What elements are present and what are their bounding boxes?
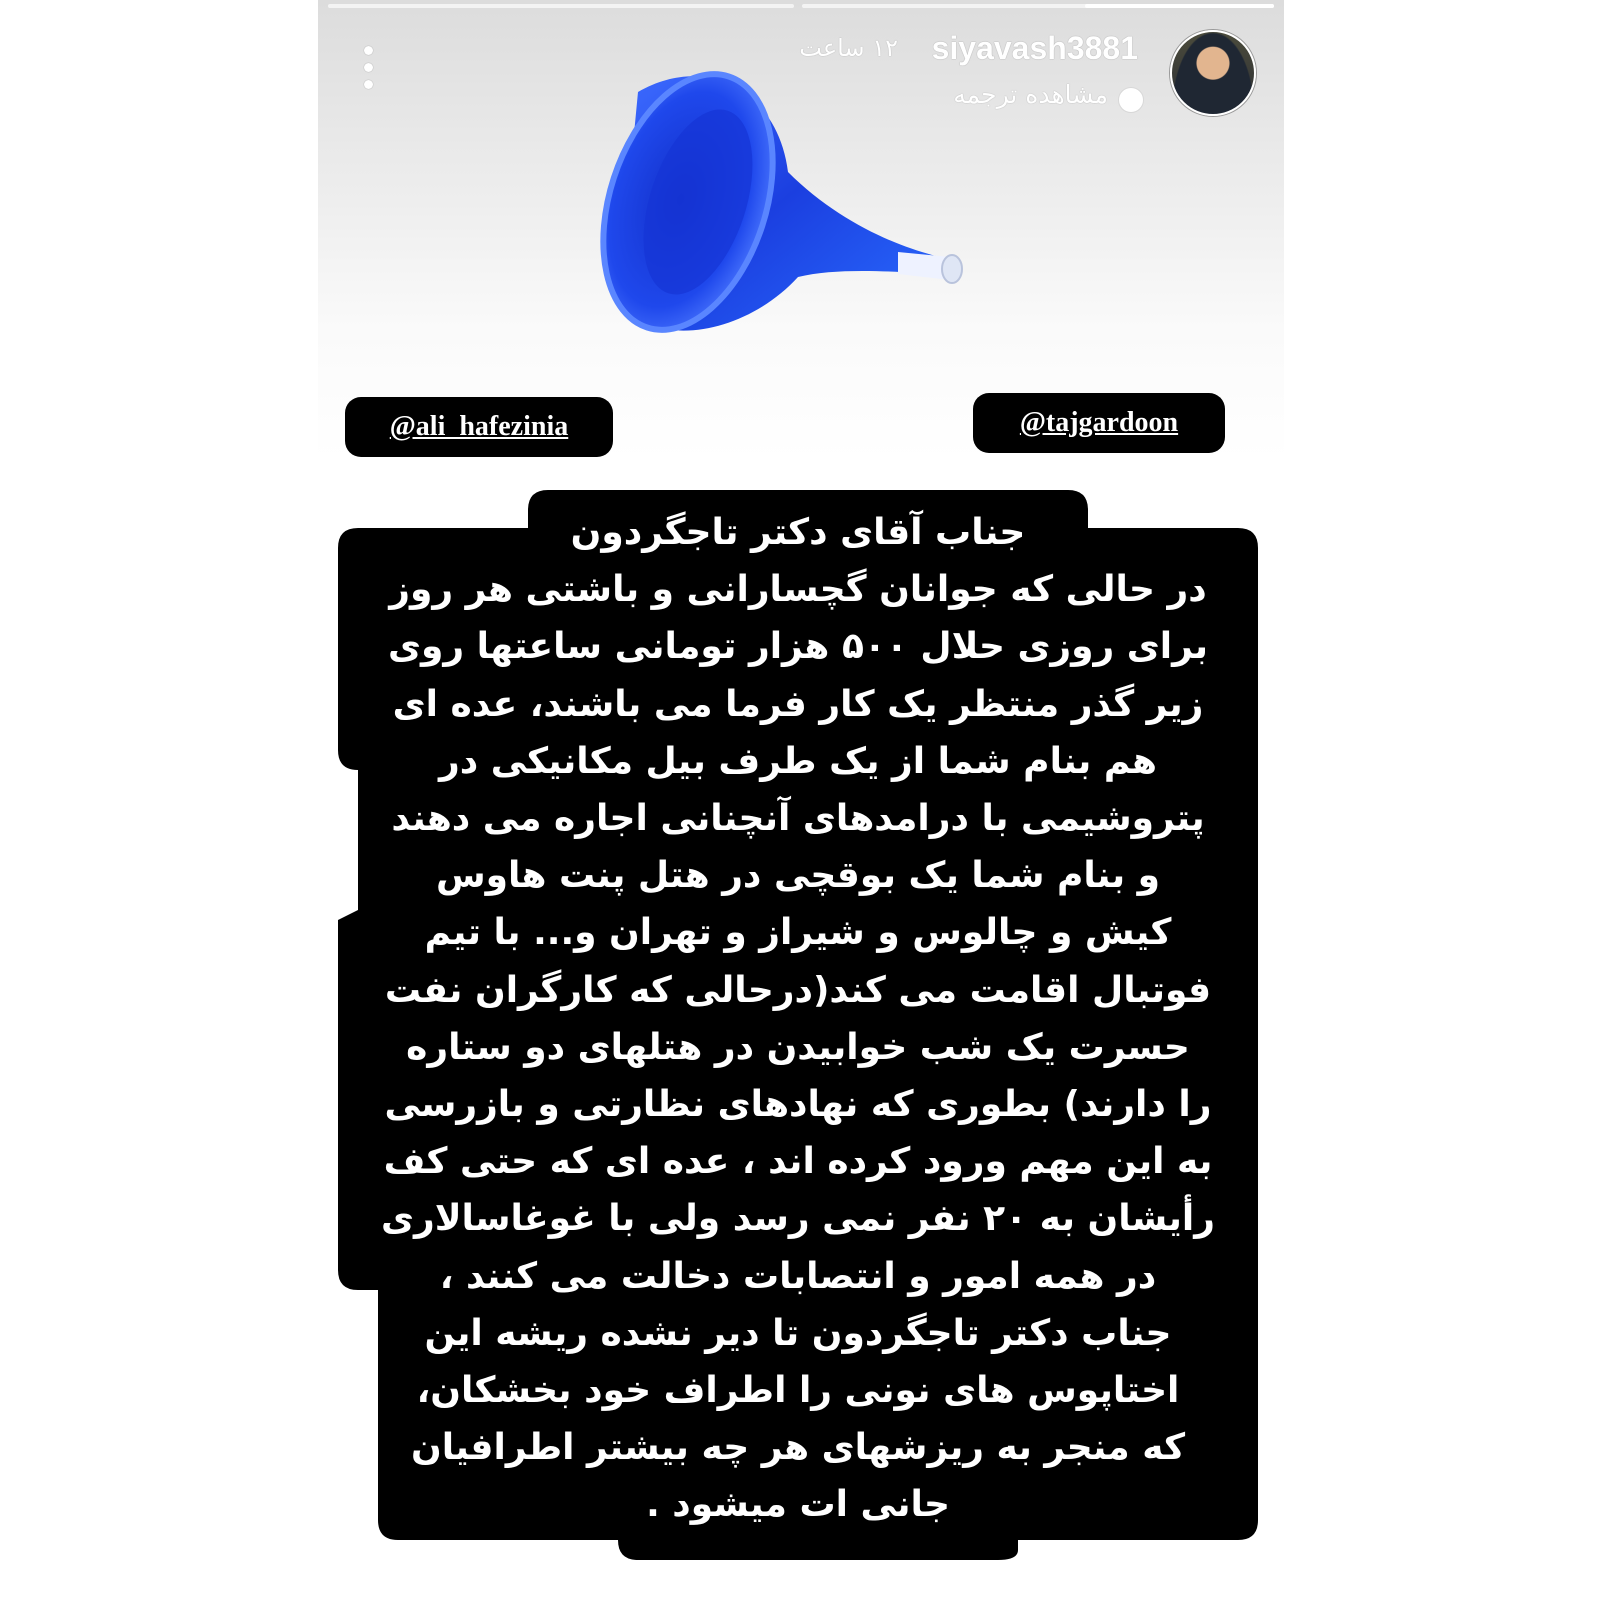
post-text-line: زیر گذر منتظر یک کار فرما می باشند، عده ای [392, 683, 1204, 725]
story-progress-segment-2 [802, 4, 1274, 8]
story-progress-segment-1 [328, 4, 794, 8]
post-text-line: پتروشیمی با درامدهای آنچنانی اجاره می دهند [391, 798, 1205, 840]
post-text-line: فوتبال اقامت می کند(درحالی که کارگران نفت [384, 969, 1212, 1011]
post-text-line: اختاپوس های نونی را اطراف خود بخشکان، [416, 1370, 1180, 1412]
post-text-line: و بنام شما یک بوقچی در هتل پنت هاوس [435, 855, 1161, 897]
post-text [368, 504, 1228, 1534]
mention-sticker-ali-hafezinia[interactable]: @ali_hafezinia [345, 397, 613, 457]
post-text-line: را دارند) بطوری که نهادهای نظارتی و بازرسی [384, 1084, 1212, 1126]
story-viewer[interactable] [318, 0, 1284, 1600]
post-text-line: حسرت یک شب خوابیدن در هتلهای دو ستاره [406, 1026, 1190, 1068]
post-text-line: در حالی که جوانان گچسارانی و باشتی هر روز [389, 569, 1207, 611]
post-text-box [338, 490, 1258, 1560]
vuvuzela-horn-image [598, 52, 978, 352]
post-text-line: به این مهم ورود کرده اند ، عده ای که حتی کف [383, 1141, 1213, 1183]
avatar[interactable] [1170, 30, 1256, 116]
see-translation-link[interactable]: مشاهده ترجمه [953, 80, 1108, 109]
speech-bubble-icon[interactable] [1118, 87, 1144, 113]
more-vertical-icon[interactable] [358, 46, 378, 92]
mention-sticker-tajgardoon[interactable]: @tajgardoon [973, 393, 1225, 453]
story-progress-fill [1085, 4, 1274, 8]
post-text-line: در همه امور و انتصابات دخالت می کنند ، [439, 1255, 1157, 1297]
post-text-line: هم بنام شما از یک طرف بیل مکانیکی در [438, 740, 1158, 782]
story-time: ۱۲ ساعت [799, 34, 898, 62]
post-text-line: که منجر به ریزشهای هر چه بیشتر اطرافیان [410, 1427, 1186, 1469]
post-text-line: جانی ات میشود . [646, 1484, 950, 1526]
story-username[interactable]: siyavash3881 [931, 30, 1138, 66]
post-text-line: برای روزی حلال ۵۰۰ هزار تومانی ساعتها روی [387, 626, 1209, 668]
post-text-line: جناب دکتر تاجگردون تا دیر نشده ریشه این [424, 1312, 1172, 1354]
post-text-line: جناب آقای دکتر تاجگردون [570, 512, 1026, 553]
post-text-line: کیش و چالوس و شیراز و تهران و... با تیم [424, 912, 1172, 954]
post-text-line: رأیشان به ۲۰ نفر نمی رسد ولی با غوغاسالاری [381, 1198, 1215, 1240]
